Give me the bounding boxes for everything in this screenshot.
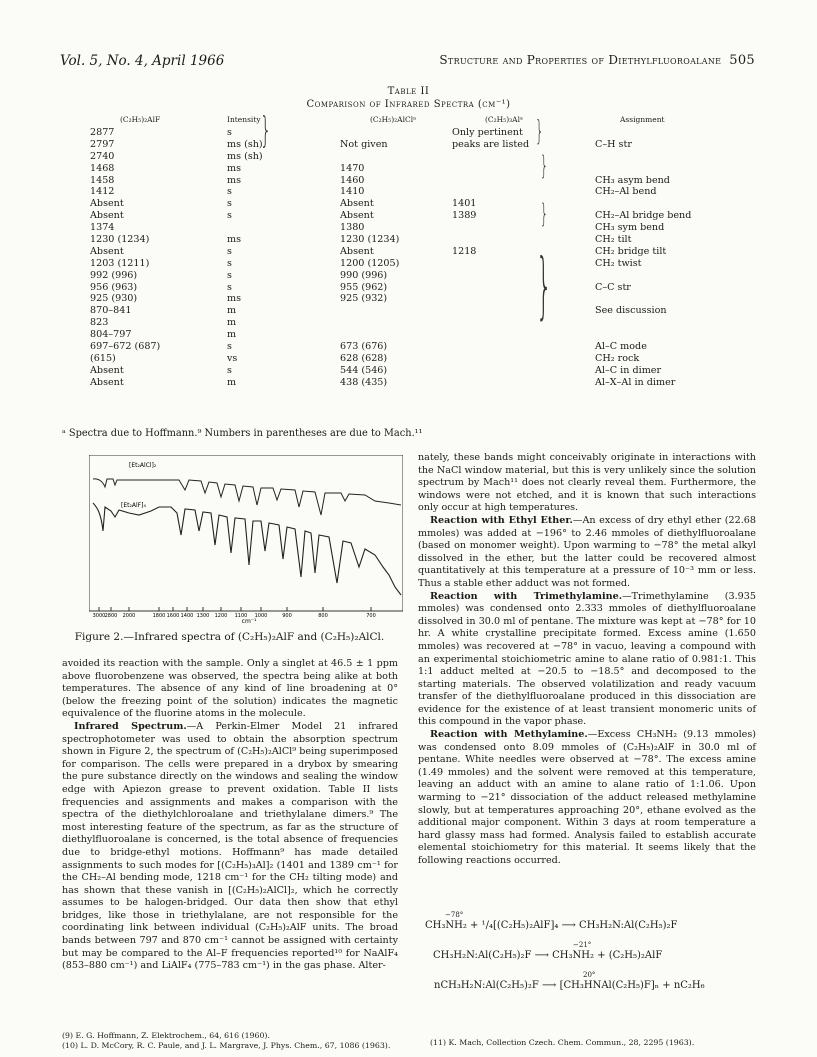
- table-cell: CH₂–Al bridge bend: [595, 210, 692, 222]
- brace-right: }: [535, 114, 544, 147]
- table-cell: Absent: [90, 210, 124, 222]
- x-tick-label: 1400: [180, 613, 194, 619]
- table-cell: 544 (546): [340, 364, 388, 376]
- x-tick-label: 1300: [196, 613, 210, 619]
- table-row: [90, 270, 750, 282]
- table-cell: 697–672 (687): [90, 341, 161, 353]
- reference: (11) K. Mach, Collection Czech. Chem. Commun., 28, 2295 (1963).: [430, 1038, 695, 1047]
- table-cell: CH₂ tilt: [595, 234, 632, 246]
- ir-spectrum-figure: [89, 455, 403, 625]
- table-row: [90, 186, 750, 198]
- table-number: Table II: [387, 86, 430, 97]
- table-cell: 1230 (1234): [340, 234, 400, 246]
- table-row: [90, 198, 750, 210]
- table-cell: Absent: [340, 245, 374, 257]
- left-column: [62, 658, 398, 973]
- x-tick-label: 1200: [214, 613, 228, 619]
- col-header: (C₂H₅)₃Alᵃ: [485, 115, 523, 124]
- section-heading: Infrared Spectrum.: [74, 720, 187, 732]
- table-cell: 1380: [340, 222, 365, 234]
- running-title: [439, 53, 755, 68]
- table-cell: Absent: [90, 376, 124, 388]
- reference: (9) E. G. Hoffmann, Z. Elektrochem., 64, 616 (1960).: [62, 1031, 270, 1040]
- table-cell: Al–C mode: [595, 341, 647, 353]
- table-row: [90, 365, 750, 377]
- table-cell: CH₂–Al bend: [595, 186, 657, 198]
- paragraph: nately, these bands might conceivably originate in interactions with the NaCl window material, but this is very unlikely since the solution spectrum by Mach¹¹ does not clearly reveal them. Furthermore, the windows were not etched, and it is known that such interactions only occur at high temperatures.: [418, 452, 756, 514]
- footnote-refs-left: [62, 1031, 398, 1051]
- x-tick-label: 2800: [104, 613, 118, 619]
- running-title-text: Structure and Properties of Diethylfluoroalane: [439, 53, 722, 67]
- table-cell: ms: [227, 234, 242, 246]
- table-cell: Only pertinent: [452, 127, 523, 138]
- paragraph-text: —An excess of dry ethyl ether (22.68 mmoles) was added at −196° to 2.46 mmoles of diethylfluoroalane (based on monomer weight). Upon warming to −78° the metal alkyl dissolved in the ether, but the latter could be recovered almost quantitatively at this temperature at a pressure of 10⁻³ mm or less. Thus a stable ether adduct was not formed.: [418, 514, 756, 589]
- table-cell: CH₂ rock: [595, 352, 640, 364]
- table-cell: 1230 (1234): [90, 234, 150, 246]
- table-cell: 955 (962): [340, 281, 388, 293]
- section-heading: Reaction with Trimethylamine.: [430, 590, 623, 602]
- table-cell: s: [227, 210, 232, 222]
- reference: (10) L. D. McCory, R. C. Paule, and J. L. Margrave, J. Phys. Chem., 67, 1086 (1963).: [62, 1041, 391, 1050]
- table-cell: ms (sh): [227, 150, 263, 162]
- spectrum-curve-alcl: [93, 479, 401, 515]
- table-cell: ms (sh): [227, 138, 263, 150]
- footnote-refs-right: [430, 1038, 756, 1048]
- brace-right: }: [540, 151, 549, 181]
- table-cell: m: [227, 376, 237, 388]
- table-cell: 1218: [452, 245, 477, 257]
- table-cell: Not given: [340, 138, 388, 150]
- table-cell: s: [227, 186, 232, 198]
- brace-right: }: [540, 199, 549, 229]
- table-row: [90, 139, 750, 151]
- table-cell: ms: [227, 293, 242, 305]
- table-cell: Absent: [340, 210, 374, 222]
- table-cell: m: [227, 329, 237, 341]
- table-cell: s: [227, 245, 232, 257]
- table-row: [90, 317, 750, 329]
- table-cell: Absent: [90, 198, 124, 210]
- table-row: [90, 258, 750, 270]
- equation-condition: 20°: [583, 971, 596, 979]
- x-axis-ticks: [93, 607, 376, 619]
- table-cell: 673 (676): [340, 341, 388, 353]
- paragraph: [418, 591, 756, 730]
- table-cell: ms: [227, 162, 242, 174]
- table-cell: Al–C in dimer: [595, 364, 662, 376]
- table-row: [90, 222, 750, 234]
- curve-label-alf: [Et₂AlF]₄: [121, 502, 146, 509]
- equation: nCH₃H₂N:Al(C₂H₅)₂F ⟶ [CH₃HNAl(C₂H₅)F]ₙ + nC₂H₆: [434, 980, 705, 991]
- table-cell: 1401: [452, 198, 477, 210]
- table-row: [90, 341, 750, 353]
- paragraph: [62, 721, 398, 973]
- x-tick-label: 700: [366, 613, 376, 619]
- table-cell: s: [227, 281, 232, 293]
- table-header-row: [90, 114, 750, 127]
- brace-right: }: [260, 110, 272, 151]
- table-cell: (615): [90, 352, 116, 364]
- table-cell: CH₂ bridge tilt: [595, 245, 667, 257]
- table-cell: 823: [90, 317, 109, 329]
- col-header: (C₂H₅)₂AlClᵃ: [370, 115, 416, 124]
- paragraph-text: —A Perkin-Elmer Model 21 infrared spectrophotometer was used to obtain the absorption spectrum shown in Figure 2, the spectrum of (C₂H₅)₂AlCl⁹ being superimposed for comparison. The cells were prepared in a drybox by smearing the pure substance directly on the windows and sealing the window edge with Apiezon grease to prevent oxidation. Table II lists frequencies and assignments and makes a comparison with the spectra of the diethylchloroalane and triethylalane dimers.⁹ The most interesting feature of the spectrum, as far as the structure of diethylfluoroalane is concerned, is the total absence of frequencies due to bridge-ethyl motions. Hoffmann⁹ has made detailed assignments to such modes for [(C₂H₅)₃Al]₂ (1401 and 1389 cm⁻¹ for the CH₂–Al bending mode, 1218 cm⁻¹ for the CH₂ tilting mode) and has shown that these vanish in [(C₂H₅)₂AlCl]₂, which he correctly assumes to be halogen-bridged. Our data then show that ethyl bridges, like those in triethylalane, are not responsible for the coordinating link between individual (C₂H₅)₂AlF units. The broad bands between 797 and 870 cm⁻¹ cannot be assigned with certainty but may be compared to the Al–F frequencies reported¹⁰ for NaAlF₄ (853–880 cm⁻¹) and LiAlF₄ (775–783 cm⁻¹) in the gas phase. Alter-: [62, 720, 398, 972]
- table-row: [90, 175, 750, 187]
- equation: CH₃NH₂ + ¹/₄[(C₂H₅)₂AlF]₄ ⟶ CH₃H₂N:Al(C₂H₅)₂F: [425, 920, 678, 931]
- section-heading: Reaction with Methylamine.: [430, 729, 588, 741]
- table-cell: 438 (435): [340, 376, 388, 388]
- table-cell: 925 (930): [90, 293, 138, 305]
- table-cell: CH₃ asym bend: [595, 174, 670, 186]
- table-cell: 2877: [90, 127, 115, 138]
- table-cell: 628 (628): [340, 352, 388, 364]
- table-row: [90, 151, 750, 163]
- col-header: Assignment: [620, 115, 665, 124]
- table-cell: C–C str: [595, 281, 631, 293]
- equation: CH₃H₂N:Al(C₂H₅)₂F ⟶ CH₃NH₂ + (C₂H₅)₂AlF: [433, 950, 663, 961]
- x-tick-label: 1800: [152, 613, 166, 619]
- axis-unit: cm⁻¹: [241, 618, 257, 625]
- table-cell: vs: [227, 352, 238, 364]
- table-row: [90, 377, 750, 389]
- table-cell: 956 (963): [90, 281, 138, 293]
- equation-condition: −78°: [445, 911, 464, 919]
- table-cell: 1410: [340, 186, 365, 198]
- table-cell: Absent: [90, 245, 124, 257]
- table-cell: s: [227, 198, 232, 210]
- table-footnote: ᵃ Spectra due to Hoffmann.⁹ Numbers in parentheses are due to Mach.¹¹: [62, 428, 423, 439]
- table-cell: Al–X–Al in dimer: [595, 376, 676, 388]
- table-cell: s: [227, 341, 232, 353]
- section-heading: Reaction with Ethyl Ether.: [430, 514, 573, 526]
- x-tick-label: 1600: [166, 613, 180, 619]
- table-cell: 990 (996): [340, 269, 388, 281]
- table-cell: 1468: [90, 162, 115, 174]
- table-cell: 1458: [90, 174, 115, 186]
- x-tick-label: 1100: [234, 613, 248, 619]
- brace-right: }: [536, 243, 553, 327]
- table-cell: CH₃ sym bend: [595, 222, 665, 234]
- col-header: Intensity: [227, 115, 261, 124]
- table-row: [90, 329, 750, 341]
- paragraph: [418, 515, 756, 591]
- table-cell: C–H str: [595, 138, 632, 150]
- table-cell: 2797: [90, 138, 115, 150]
- table-cell: CH₂ twist: [595, 257, 642, 269]
- table-cell: 1470: [340, 162, 365, 174]
- table-cell: ms: [227, 174, 242, 186]
- table-cell: 1203 (1211): [90, 257, 150, 269]
- x-tick-label: 2000: [122, 613, 136, 619]
- page-number: 505: [729, 53, 755, 68]
- paragraph-text: —Trimethylamine (3.935 mmoles) was condensed onto 2.333 mmoles of diethylfluoroalane dissolved in 30.0 ml of pentane. The mixture was kept at −78° for 10 hr. A white crystalline precipitate formed. Excess amine (1.650 mmoles) was recovered at −78° in vacuo, leaving a compound with an experimental stoichiometric amine to alane ratio of 0.981:1. This 1:1 adduct melted at −20.5 to −18.5° and decomposed to the starting materials. The observed volatilization and ready vacuum transfer of the diethylfluoroalane produced in this dissociation are evidence for the existence of at least transient monomeric units of this compound in the vapor phase.: [418, 590, 756, 728]
- table-cell: 2740: [90, 150, 115, 162]
- table-cell: peaks are listed: [452, 138, 530, 150]
- table-row: [90, 246, 750, 258]
- table-cell: 1374: [90, 222, 115, 234]
- figure-caption: Figure 2.—Infrared spectra of (C₂H₅)₂AlF and (C₂H₅)₂AlCl.: [74, 631, 385, 643]
- x-tick-label: 800: [318, 613, 328, 619]
- table-cell: 1460: [340, 174, 365, 186]
- journal-volume: Vol. 5, No. 4, April 1966: [60, 53, 225, 69]
- table-caption: Comparison of Infrared Spectra (cm⁻¹): [306, 99, 511, 110]
- curve-label-alcl: [Et₂AlCl]₂: [129, 462, 157, 469]
- x-tick-label: 3000: [92, 613, 106, 619]
- table-cell: s: [227, 364, 232, 376]
- table-cell: Absent: [340, 198, 374, 210]
- table-cell: Absent: [90, 364, 124, 376]
- table-cell: s: [227, 127, 232, 138]
- equation-condition: −21°: [573, 941, 592, 949]
- table-cell: m: [227, 305, 237, 317]
- table-cell: 1389: [452, 210, 477, 222]
- table-cell: See discussion: [595, 305, 667, 317]
- x-tick-label: 1000: [254, 613, 268, 619]
- table-cell: 992 (996): [90, 269, 138, 281]
- table-row: [90, 234, 750, 246]
- paragraph: [418, 729, 756, 868]
- paragraph: avoided its reaction with the sample. Only a singlet at 46.5 ± 1 ppm above fluorobenzene was observed, the spectra being alike at both temperatures. The absence of any kind of line broadening at 0° (below the freezing point of the solution) indicates the magnetic equivalence of the fluorine atoms in the molecule.: [62, 658, 398, 720]
- table-cell: s: [227, 269, 232, 281]
- spectrum-curve-alf: [93, 503, 401, 595]
- col-header: (C₂H₅)₂AlF: [120, 115, 161, 124]
- paragraph-text: —Excess CH₃NH₂ (9.13 mmoles) was condensed onto 8.09 mmoles of (C₂H₅)₂AlF in 30.0 ml of pentane. White needles were observed at −78°. The excess amine (1.49 mmoles) and the solvent were removed at this temperature, leaving an adduct with an amine to alane ratio of 1:1.06. Upon warming to −21° dissociation of the adduct released methylamine slowly, but at temperatures approaching 20°, ethane evolved as the additional major component. Within 3 days at room temperature a hard glassy mass had formed. Analysis failed to establish accurate elemental stoichiometry for this material. It seems likely that the following reactions occurred.: [418, 729, 756, 866]
- table-cell: 925 (932): [340, 293, 388, 305]
- x-tick-label: 900: [282, 613, 292, 619]
- table-cell: s: [227, 257, 232, 269]
- table-cell: 870–841: [90, 305, 132, 317]
- table-row: [90, 305, 750, 317]
- right-column: [418, 452, 756, 868]
- table-cell: m: [227, 317, 237, 329]
- table-cell: 1200 (1205): [340, 257, 400, 269]
- table-row: [90, 293, 750, 305]
- infrared-table: [90, 110, 750, 389]
- table-cell: 804–797: [90, 329, 132, 341]
- table-cell: 1412: [90, 186, 115, 198]
- table-row: [90, 353, 750, 365]
